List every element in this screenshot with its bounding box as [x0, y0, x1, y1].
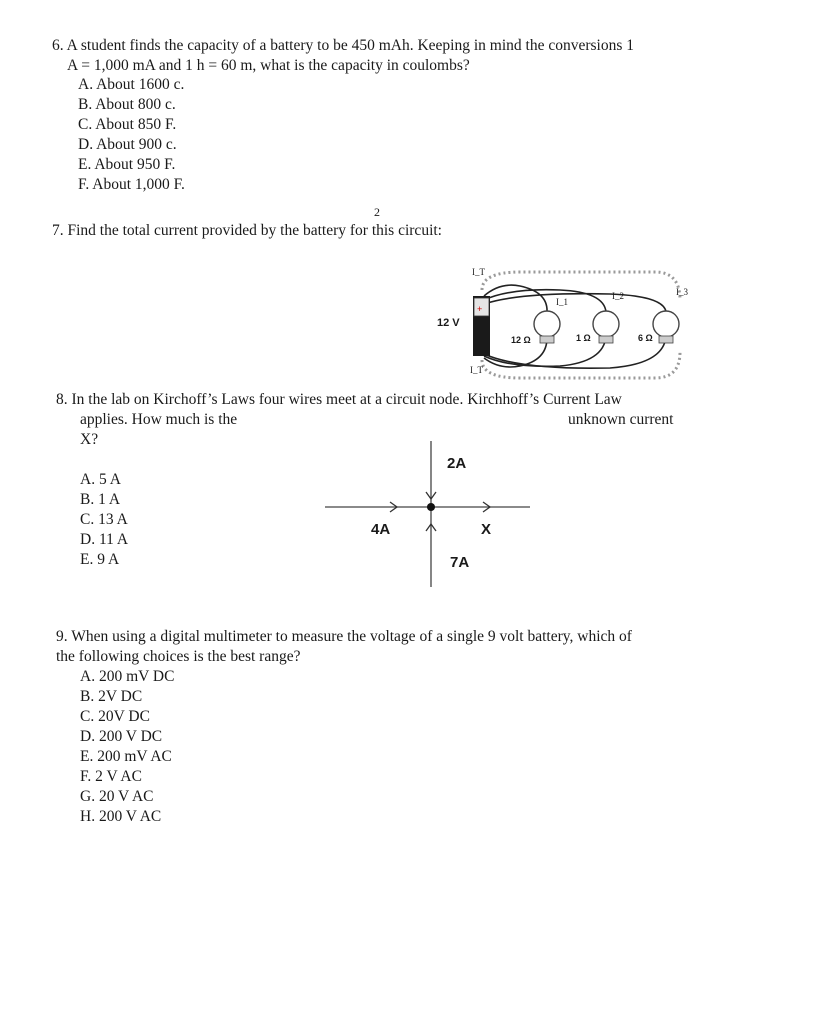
q9-option-e: E. 200 mV AC [80, 748, 172, 765]
q9-option-d: D. 200 V DC [80, 728, 163, 745]
q9-option-h: H. 200 V AC [80, 808, 162, 825]
node-label-top: 2A [447, 455, 467, 472]
current-label-i3: I_3 [676, 287, 688, 297]
q8-option-b: B. 1 A [80, 491, 121, 508]
q9-stem-line2: the following choices is the best range? [56, 648, 301, 665]
current-label-i1: I_1 [556, 297, 568, 307]
q6-option-b: B. About 800 c. [78, 96, 176, 113]
q8-stem-line3: X? [80, 431, 99, 448]
q9-option-c: C. 20V DC [80, 708, 150, 725]
battery-plus-icon: + [477, 304, 483, 314]
resistor-label-1: 12 Ω [511, 335, 531, 345]
resistor-label-3: 6 Ω [638, 333, 653, 343]
node-label-left: 4A [371, 521, 391, 538]
q6-option-d: D. About 900 c. [78, 136, 177, 153]
q9-option-g: G. 20 V AC [80, 788, 154, 805]
resistor-label-2: 1 Ω [576, 333, 591, 343]
q9-stem-line1: 9. When using a digital multimeter to measure the voltage of a single 9 volt battery, which of [56, 628, 632, 645]
q8-option-e: E. 9 A [80, 551, 120, 568]
q8-stem-line2b: unknown current [568, 411, 674, 428]
node-junction [427, 503, 435, 511]
q7-stem: 7. Find the total current provided by the battery for this circuit: [52, 222, 442, 239]
node-label-right: X [481, 521, 492, 538]
q9-option-f: F. 2 V AC [80, 768, 142, 785]
page-number: 2 [374, 205, 380, 219]
q9-option-a: A. 200 mV DC [80, 668, 175, 685]
q6-stem-line2: A = 1,000 mA and 1 h = 60 m, what is the capacity in coulombs? [67, 57, 470, 74]
current-label-i2: I_2 [612, 291, 624, 301]
q6-option-f: F. About 1,000 F. [78, 176, 185, 193]
current-label-total-bottom: I_T [470, 365, 483, 375]
battery-voltage-label: 12 V [437, 317, 460, 329]
q8-option-c: C. 13 A [80, 511, 128, 528]
q6-option-c: C. About 850 F. [78, 116, 177, 133]
current-label-total-top: I_T [472, 267, 485, 277]
q9-option-b: B. 2V DC [80, 688, 143, 705]
q6-option-e: E. About 950 F. [78, 156, 176, 173]
q8-stem-line2a: applies. How much is the [80, 411, 238, 428]
q6-option-a: A. About 1600 c. [78, 76, 185, 93]
q8-stem-line1: 8. In the lab on Kirchoff’s Laws four wires meet at a circuit node. Kirchhoff’s Current Law [56, 391, 622, 408]
q8-option-d: D. 11 A [80, 531, 129, 548]
q6-stem-line1: 6. A student finds the capacity of a battery to be 450 mAh. Keeping in mind the conversions 1 [52, 37, 634, 54]
q8-option-a: A. 5 A [80, 471, 121, 488]
node-label-bottom: 7A [450, 554, 470, 571]
